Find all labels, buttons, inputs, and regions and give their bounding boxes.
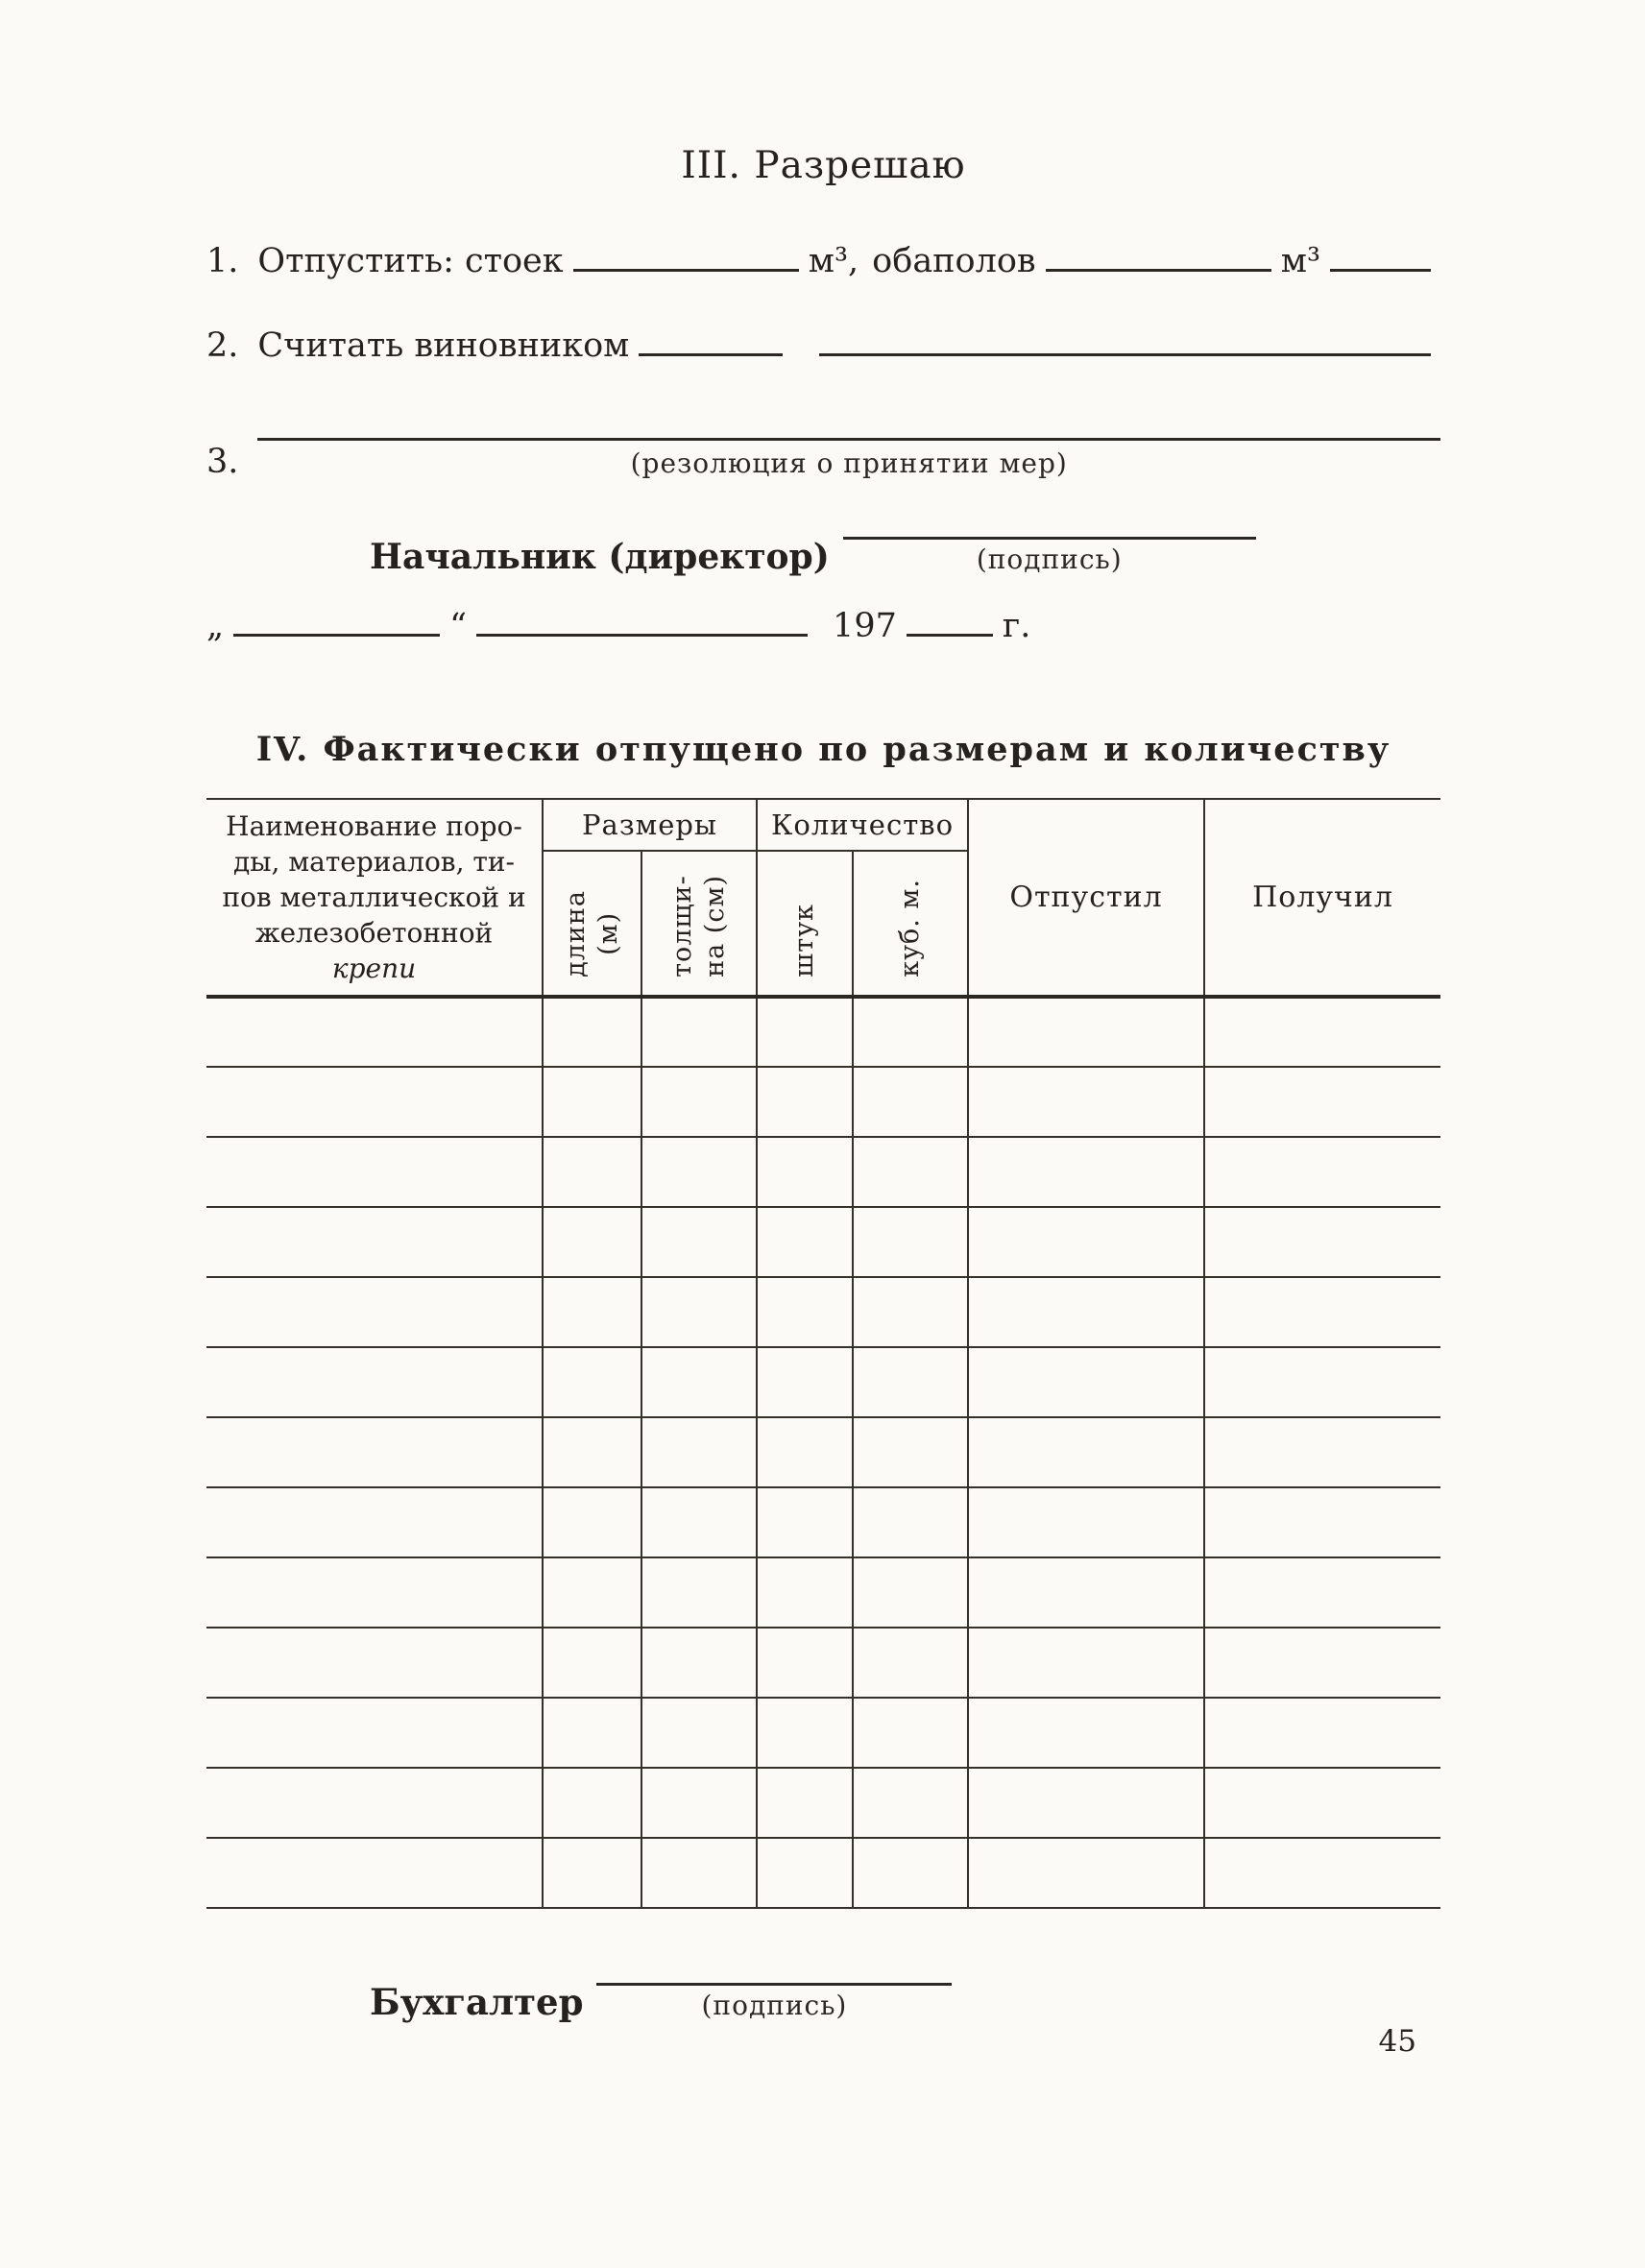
table-cell (968, 1417, 1204, 1487)
item-3-fill (257, 406, 1440, 482)
table-cell (757, 1487, 853, 1557)
table-cell (206, 1698, 543, 1768)
table-row (206, 1277, 1440, 1347)
table-cell (641, 1838, 757, 1908)
table-cell (641, 1067, 757, 1137)
table-cell (543, 1067, 641, 1137)
item-2-blank-2 (819, 322, 1431, 356)
item-2-text: Считать виновником (257, 326, 630, 365)
col-header-received: Получил (1204, 799, 1440, 997)
table-cell (206, 1487, 543, 1557)
director-signature-fill (843, 505, 1256, 575)
table-cell (1204, 1137, 1440, 1207)
table-row (206, 1417, 1440, 1487)
item-1-blank-3 (1330, 237, 1431, 272)
table-cell (543, 1628, 641, 1698)
table-cell (757, 1067, 853, 1137)
item-3 (206, 406, 1440, 486)
table-cell (543, 1838, 641, 1908)
table-cell (757, 1207, 853, 1277)
table-cell (206, 1557, 543, 1628)
table-cell (206, 1628, 543, 1698)
table-cell (641, 1698, 757, 1768)
table-cell (757, 1768, 853, 1838)
table-cell (206, 1277, 543, 1347)
item-1-text-2: обаполов (872, 242, 1036, 280)
item-1-text: Отпустить: стоек (257, 242, 564, 280)
table-cell (757, 1417, 853, 1487)
table-cell (968, 1067, 1204, 1137)
director-signature-row (370, 505, 1440, 577)
name-header-line: железобетонной (254, 916, 494, 949)
table-cell (853, 1067, 968, 1137)
date-month-blank (476, 602, 808, 637)
table-cell (853, 1137, 968, 1207)
table-cell (206, 1838, 543, 1908)
table-cell (1204, 1347, 1440, 1417)
table-cell (206, 997, 543, 1067)
item-1-unit-2: м³ (1280, 242, 1320, 280)
table-cell (757, 1698, 853, 1768)
date-year-blank (907, 602, 993, 637)
table-cell (543, 1347, 641, 1417)
date-close-quote: “ (449, 607, 468, 645)
item-1 (206, 237, 1440, 285)
table-header-group-row (206, 799, 1440, 851)
table-cell (1204, 1698, 1440, 1768)
resolution-caption: (резолюция о принятии мер) (630, 447, 1068, 479)
table-row (206, 1137, 1440, 1207)
table-cell (543, 1207, 641, 1277)
col-header-pieces: штук (757, 851, 853, 997)
table-cell (1204, 1487, 1440, 1557)
table-cell (757, 1277, 853, 1347)
table-cell (968, 1207, 1204, 1277)
table-cell (853, 1487, 968, 1557)
table-cell (543, 1557, 641, 1628)
date-day-blank (233, 602, 440, 637)
table-cell (1204, 1277, 1440, 1347)
name-header-line: крепи (331, 952, 417, 984)
name-header-line: пов металлической и (222, 881, 526, 913)
table-cell (968, 1137, 1204, 1207)
table-row (206, 1067, 1440, 1137)
table-cell (853, 997, 968, 1067)
table-row (206, 1768, 1440, 1838)
table-cell (853, 1698, 968, 1768)
name-header-line: ды, материалов, ти- (233, 845, 515, 878)
thickness-label-line: толщи- (667, 875, 698, 977)
table-cell (968, 1557, 1204, 1628)
table-cell (853, 1277, 968, 1347)
table-row (206, 1838, 1440, 1908)
table-cell (968, 997, 1204, 1067)
item-1-blank-1 (573, 237, 799, 272)
table-cell (543, 1698, 641, 1768)
table-cell (968, 1838, 1204, 1908)
item-1-unit-1: м³, (808, 242, 859, 280)
accountant-signature-row (370, 1951, 1440, 2023)
table-cell (206, 1768, 543, 1838)
table-cell (968, 1698, 1204, 1768)
table-cell (1204, 1628, 1440, 1698)
item-1-number: 1. (206, 242, 239, 280)
item-3-blank (257, 406, 1440, 441)
table-cell (641, 1347, 757, 1417)
table-cell (853, 1417, 968, 1487)
table-cell (968, 1487, 1204, 1557)
col-header-thickness (641, 851, 757, 997)
col-group-sizes: Размеры (543, 799, 757, 851)
date-open-quote: „ (206, 607, 225, 645)
table-cell (206, 1137, 543, 1207)
table-row (206, 1628, 1440, 1698)
section-iii-title: III. Разрешаю (681, 144, 966, 187)
accountant-signature-blank (596, 1951, 952, 1986)
table-cell (968, 1347, 1204, 1417)
director-label: Начальник (директор) (370, 537, 830, 577)
table-cell (757, 1628, 853, 1698)
table-row (206, 1347, 1440, 1417)
table-cell (206, 1417, 543, 1487)
table-cell (641, 1277, 757, 1347)
table-cell (641, 1137, 757, 1207)
materials-table (206, 798, 1440, 1909)
item-1-blank-2 (1046, 237, 1271, 272)
table-cell (1204, 1417, 1440, 1487)
table-cell (1204, 1067, 1440, 1137)
table-cell (853, 1207, 968, 1277)
item-3-number: 3. (206, 443, 239, 481)
table-cell (757, 997, 853, 1067)
table-body (206, 997, 1440, 1908)
table-cell (1204, 1768, 1440, 1838)
col-header-released: Отпустил (968, 799, 1204, 997)
table-cell (968, 1628, 1204, 1698)
col-group-quantity: Количество (757, 799, 968, 851)
table-cell (757, 1347, 853, 1417)
accountant-label: Бухгалтер (370, 1981, 584, 2023)
table-cell (641, 1768, 757, 1838)
page-number: 45 (1378, 2024, 1416, 2059)
table-row (206, 1698, 1440, 1768)
table-cell (543, 1277, 641, 1347)
table-cell (543, 1487, 641, 1557)
name-header-line: Наименование поро- (226, 810, 522, 842)
table-cell (757, 1838, 853, 1908)
table-cell (853, 1347, 968, 1417)
section-iv-title: IV. Фактически отпущено по размерам и количеству (255, 730, 1391, 769)
table-cell (543, 997, 641, 1067)
length-label-line: (м) (593, 912, 623, 956)
table-cell (641, 1557, 757, 1628)
table-cell (641, 1487, 757, 1557)
item-2-number: 2. (206, 326, 239, 365)
accountant-signature-caption: (подпись) (701, 1990, 848, 2021)
date-year-suffix: г. (1002, 607, 1031, 645)
table-cell (968, 1277, 1204, 1347)
table-cell (853, 1768, 968, 1838)
table-cell (641, 1207, 757, 1277)
table-cell (543, 1137, 641, 1207)
table-cell (968, 1768, 1204, 1838)
table-cell (757, 1557, 853, 1628)
table-cell (543, 1768, 641, 1838)
table-row (206, 1487, 1440, 1557)
item-2 (206, 322, 1440, 370)
table-cell (757, 1137, 853, 1207)
col-header-name (206, 799, 543, 997)
table-cell (641, 1417, 757, 1487)
table-cell (853, 1838, 968, 1908)
thickness-label-line: на (см) (700, 875, 730, 977)
table-row (206, 1207, 1440, 1277)
table-cell (853, 1628, 968, 1698)
table-cell (1204, 1557, 1440, 1628)
col-header-length (543, 851, 641, 997)
col-header-cubic: куб. м. (853, 851, 968, 997)
accountant-signature-fill (596, 1951, 952, 2021)
item-2-blank-1 (639, 322, 783, 356)
table-row (206, 997, 1440, 1067)
table-cell (1204, 1207, 1440, 1277)
length-label-line: длина (560, 890, 591, 977)
table-cell (641, 997, 757, 1067)
director-signature-caption: (подпись) (976, 543, 1123, 575)
table-cell (543, 1417, 641, 1487)
date-row (206, 602, 1440, 645)
table-cell (853, 1557, 968, 1628)
table-cell (206, 1347, 543, 1417)
table-cell (1204, 997, 1440, 1067)
table-cell (206, 1067, 543, 1137)
table-row (206, 1557, 1440, 1628)
table-cell (641, 1628, 757, 1698)
date-year-prefix: 197 (833, 607, 897, 645)
table-cell (206, 1207, 543, 1277)
director-signature-blank (843, 505, 1256, 540)
table-cell (1204, 1838, 1440, 1908)
